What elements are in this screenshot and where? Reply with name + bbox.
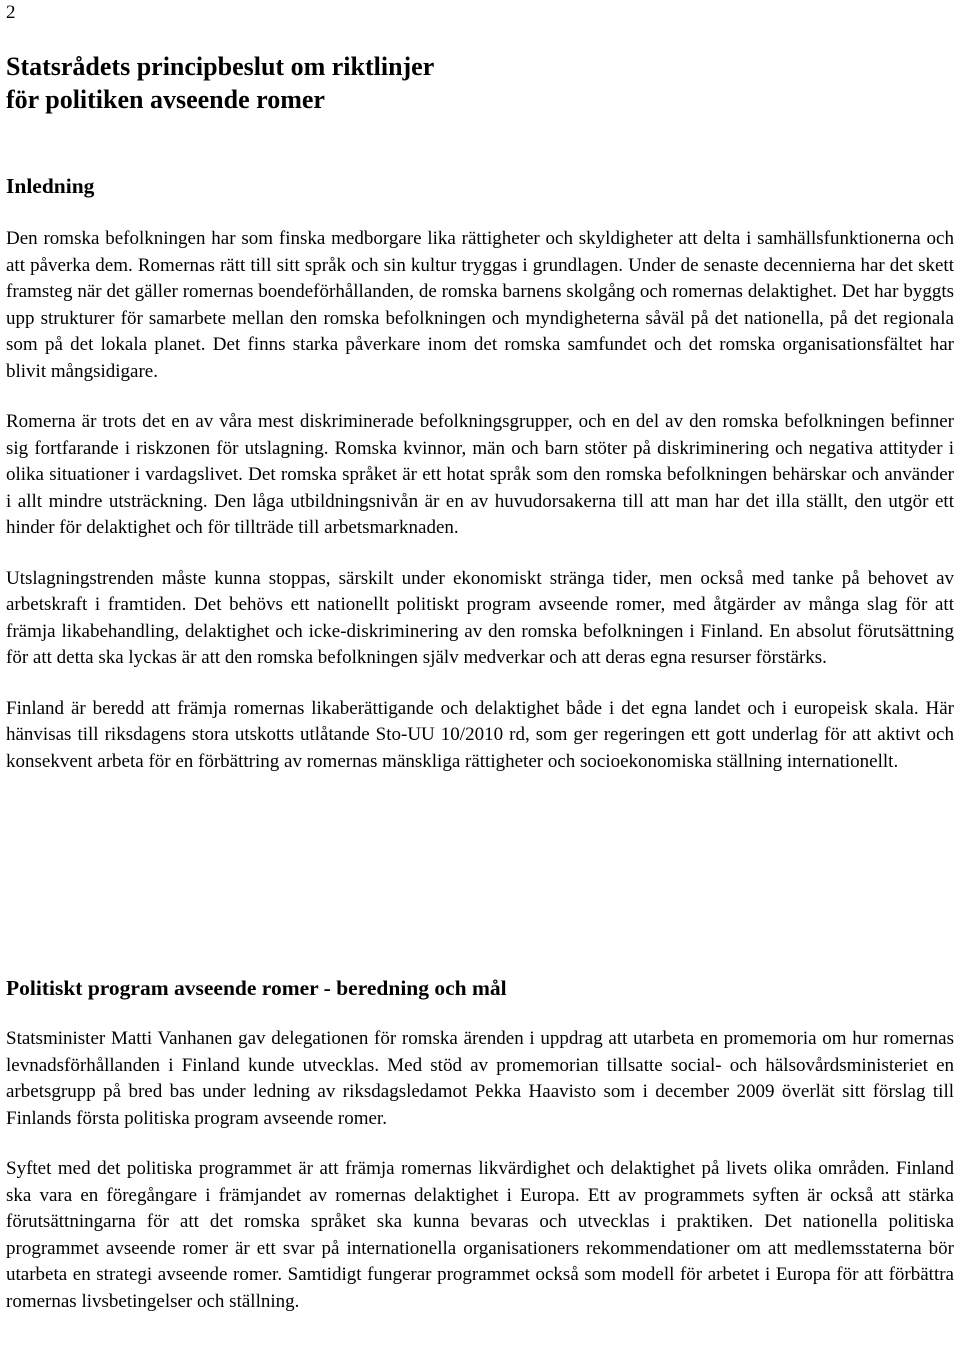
document-title (6, 50, 906, 116)
document-title-line-2: för politiken avseende romer (6, 85, 325, 114)
section-heading-politiskt-program: Politiskt program avseende romer - beredning och mål (6, 976, 507, 1000)
paragraph: Utslagningstrenden måste kunna stoppas, särskilt under ekonomiskt stränga tider, men också med tanke på behovet av arbetskraft i framtiden. Det behövs ett nationellt politiskt program avseende romer, med åtgärder av många slag för att främja likabehandling, delaktighet och icke-diskriminering av den romska befolkningen i Finland. En absolut förutsättning för att detta ska lyckas är att den romska befolkningen själv medverkar och att deras egna resurser förstärks. (6, 567, 954, 668)
paragraph: Romerna är trots det en av våra mest diskriminerade befolkningsgrupper, och en del av den romska befolkningen befinner sig fortfarande i riskzonen för utslagning. Romska kvinnor, män och barn stöter på diskriminering och negativa attityder i olika situationer i vardagslivet. Det romska språket är ett hotat språk som den romska befolkningen behärskar och använder i allt mindre utsträckning. Den låga utbildningsnivån är en av huvudorsakerna till att man har det illa ställt, den utgör ett hinder för delaktighet och för tillträde till arbetsmarknaden. (6, 411, 954, 538)
paragraph: Den romska befolkningen har som finska medborgare lika rättigheter och skyldigheter att delta i samhällsfunktionerna och att påverka dem. Romernas rätt till sitt språk och sin kultur tryggas i grundlagen. Under de senaste decennierna har det skett framsteg när det gäller romernas boendeförhållanden, de romska barnens skolgång och romernas delaktighet. Det har byggts upp strukturer för samarbete mellan den romska befolkningen och myndigheterna såväl på det nationella, på det regionala som på det lokala planet. Det finns starka påverkare inom det romska samfundet och det romska organisationsfältet har blivit mångsidigare. (6, 228, 954, 382)
paragraph: Syftet med det politiska programmet är att främja romernas likvärdighet och delaktighet på livets olika områden. Finland ska vara en föregångare i främjandet av romernas delaktighet i Europa. Ett av programmets syften är också att stärka förutsättningarna för att det romska språket ska kunna bevaras och utvecklas i praktiken. Det nationella politiska programmet avseende romer är ett svar på internationella organisationers rekommendationer om att medlemsstaterna bör utarbeta en strategi avseende romer. Samtidigt fungerar programmet också som modell för arbetet i Europa för att förbättra romernas livsbetingelser och ställning. (6, 1158, 954, 1312)
paragraph: Statsminister Matti Vanhanen gav delegationen för romska ärenden i uppdrag att utarbeta en promemoria om hur romernas levnadsförhållanden i Finland kunde utvecklas. Med stöd av promemorian tillsatte social- och hälsovårdsministeriet en arbetsgrupp på bred bas under ledning av riksdagsledamot Pekka Haavisto som i december 2009 överlät sitt förslag till Finlands första politiska program avseende romer. (6, 1028, 954, 1129)
section-inledning-body (6, 226, 954, 775)
section-heading-inledning: Inledning (6, 174, 95, 198)
document-title-line-1: Statsrådets principbeslut om riktlinjer (6, 52, 435, 81)
section-politiskt-program-body (6, 1026, 954, 1315)
page-number: 2 (6, 2, 16, 23)
paragraph: Finland är beredd att främja romernas likaberättigande och delaktighet både i det egna landet och i europeisk skala. Här hänvisas till riksdagens stora utskotts utlåtande Sto-UU 10/2010 rd, som ger regeringen ett gott underlag för att aktivt och konsekvent arbeta för en förbättring av romernas mänskliga rättigheter och socioekonomiska ställning internationellt. (6, 697, 954, 772)
